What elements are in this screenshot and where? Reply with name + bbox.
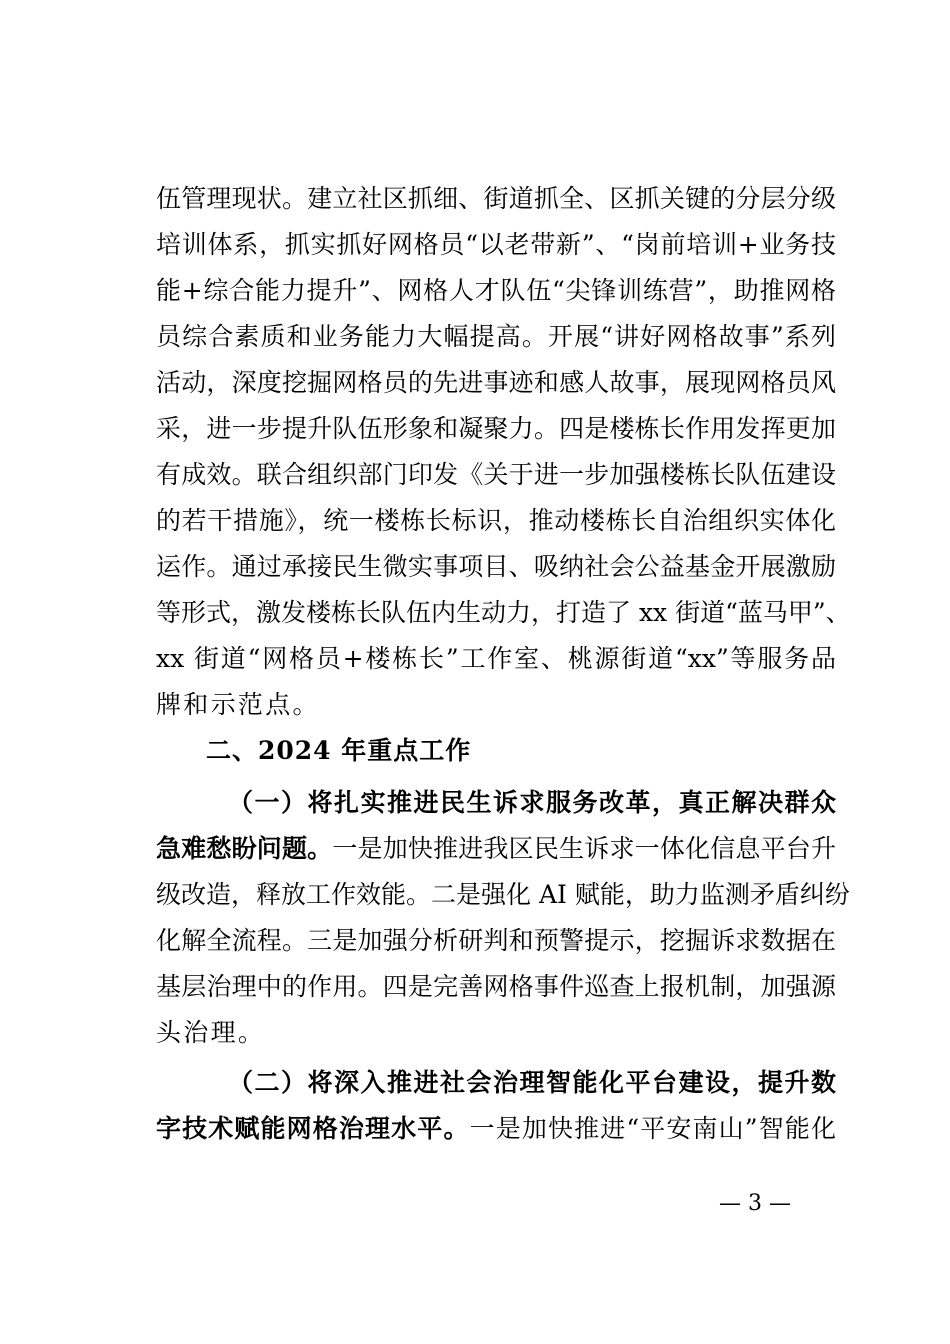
item-1-line — [156, 826, 836, 872]
paragraph-line: 等形式，激发楼栋长队伍内生动力，打造了 xx 街道“蓝马甲”、 — [156, 598, 851, 627]
page-number: — 3 — — [719, 1191, 791, 1216]
item-2-heading: （二）将深入推进社会治理智能化平台建设，提升数 — [228, 1068, 836, 1097]
paragraph-line: 活动，深度挖掘网格员的先进事迹和感人故事，展现网格员风 — [156, 368, 836, 397]
paragraph-line: 能+综合能力提升”、网格人才队伍“尖锋训练营”，助推网格 — [156, 276, 836, 305]
paragraph-line: xx 街道“网格员+楼栋长”工作室、桃源街道“xx”等服务品 — [156, 644, 836, 673]
item-1-heading: （一）将扎实推进民生诉求服务改革，真正解决群众 — [228, 788, 836, 817]
item-1-line: 基层治理中的作用。四是完善网格事件巡查上报机制，加强源 — [156, 972, 836, 1001]
item-1-text: 一是加快推进我区民生诉求一体化信息平台升 — [332, 834, 836, 863]
paragraph-line: 培训体系，抓实抓好网格员“以老带新”、“岗前培训+业务技 — [156, 230, 836, 259]
section-heading: 二、2024 年重点工作 — [206, 736, 472, 765]
item-2-text: 一是加快推进“平安南山”智能化 — [469, 1114, 836, 1143]
paragraph-line: 的若干措施》，统一楼栋长标识，推动楼栋长自治组织实体化 — [156, 506, 836, 535]
item-2-heading-end: 字技术赋能网格治理水平。 — [156, 1114, 470, 1143]
item-2-line — [156, 1106, 836, 1152]
item-1-line: 级改造，释放工作效能。二是强化 AI 赋能，助力监测矛盾纠纷 — [156, 880, 850, 909]
paragraph-line: 采，进一步提升队伍形象和凝聚力。四是楼栋长作用发挥更加 — [156, 414, 836, 443]
item-1-heading-end: 急难愁盼问题。 — [156, 834, 333, 863]
paragraph-line: 员综合素质和业务能力大幅提高。开展“讲好网格故事”系列 — [156, 322, 836, 351]
item-1-line: 头治理。 — [156, 1018, 266, 1047]
paragraph-line: 牌和示范点。 — [156, 690, 320, 719]
item-1-line: 化解全流程。三是加强分析研判和预警提示，挖掘诉求数据在 — [156, 926, 836, 955]
paragraph-line: 运作。通过承接民生微实事项目、吸纳社会公益基金开展激励 — [156, 552, 836, 581]
paragraph-line: 伍管理现状。建立社区抓细、街道抓全、区抓关键的分层分级 — [156, 184, 836, 213]
paragraph-line: 有成效。联合组织部门印发《关于进一步加强楼栋长队伍建设 — [156, 460, 836, 489]
